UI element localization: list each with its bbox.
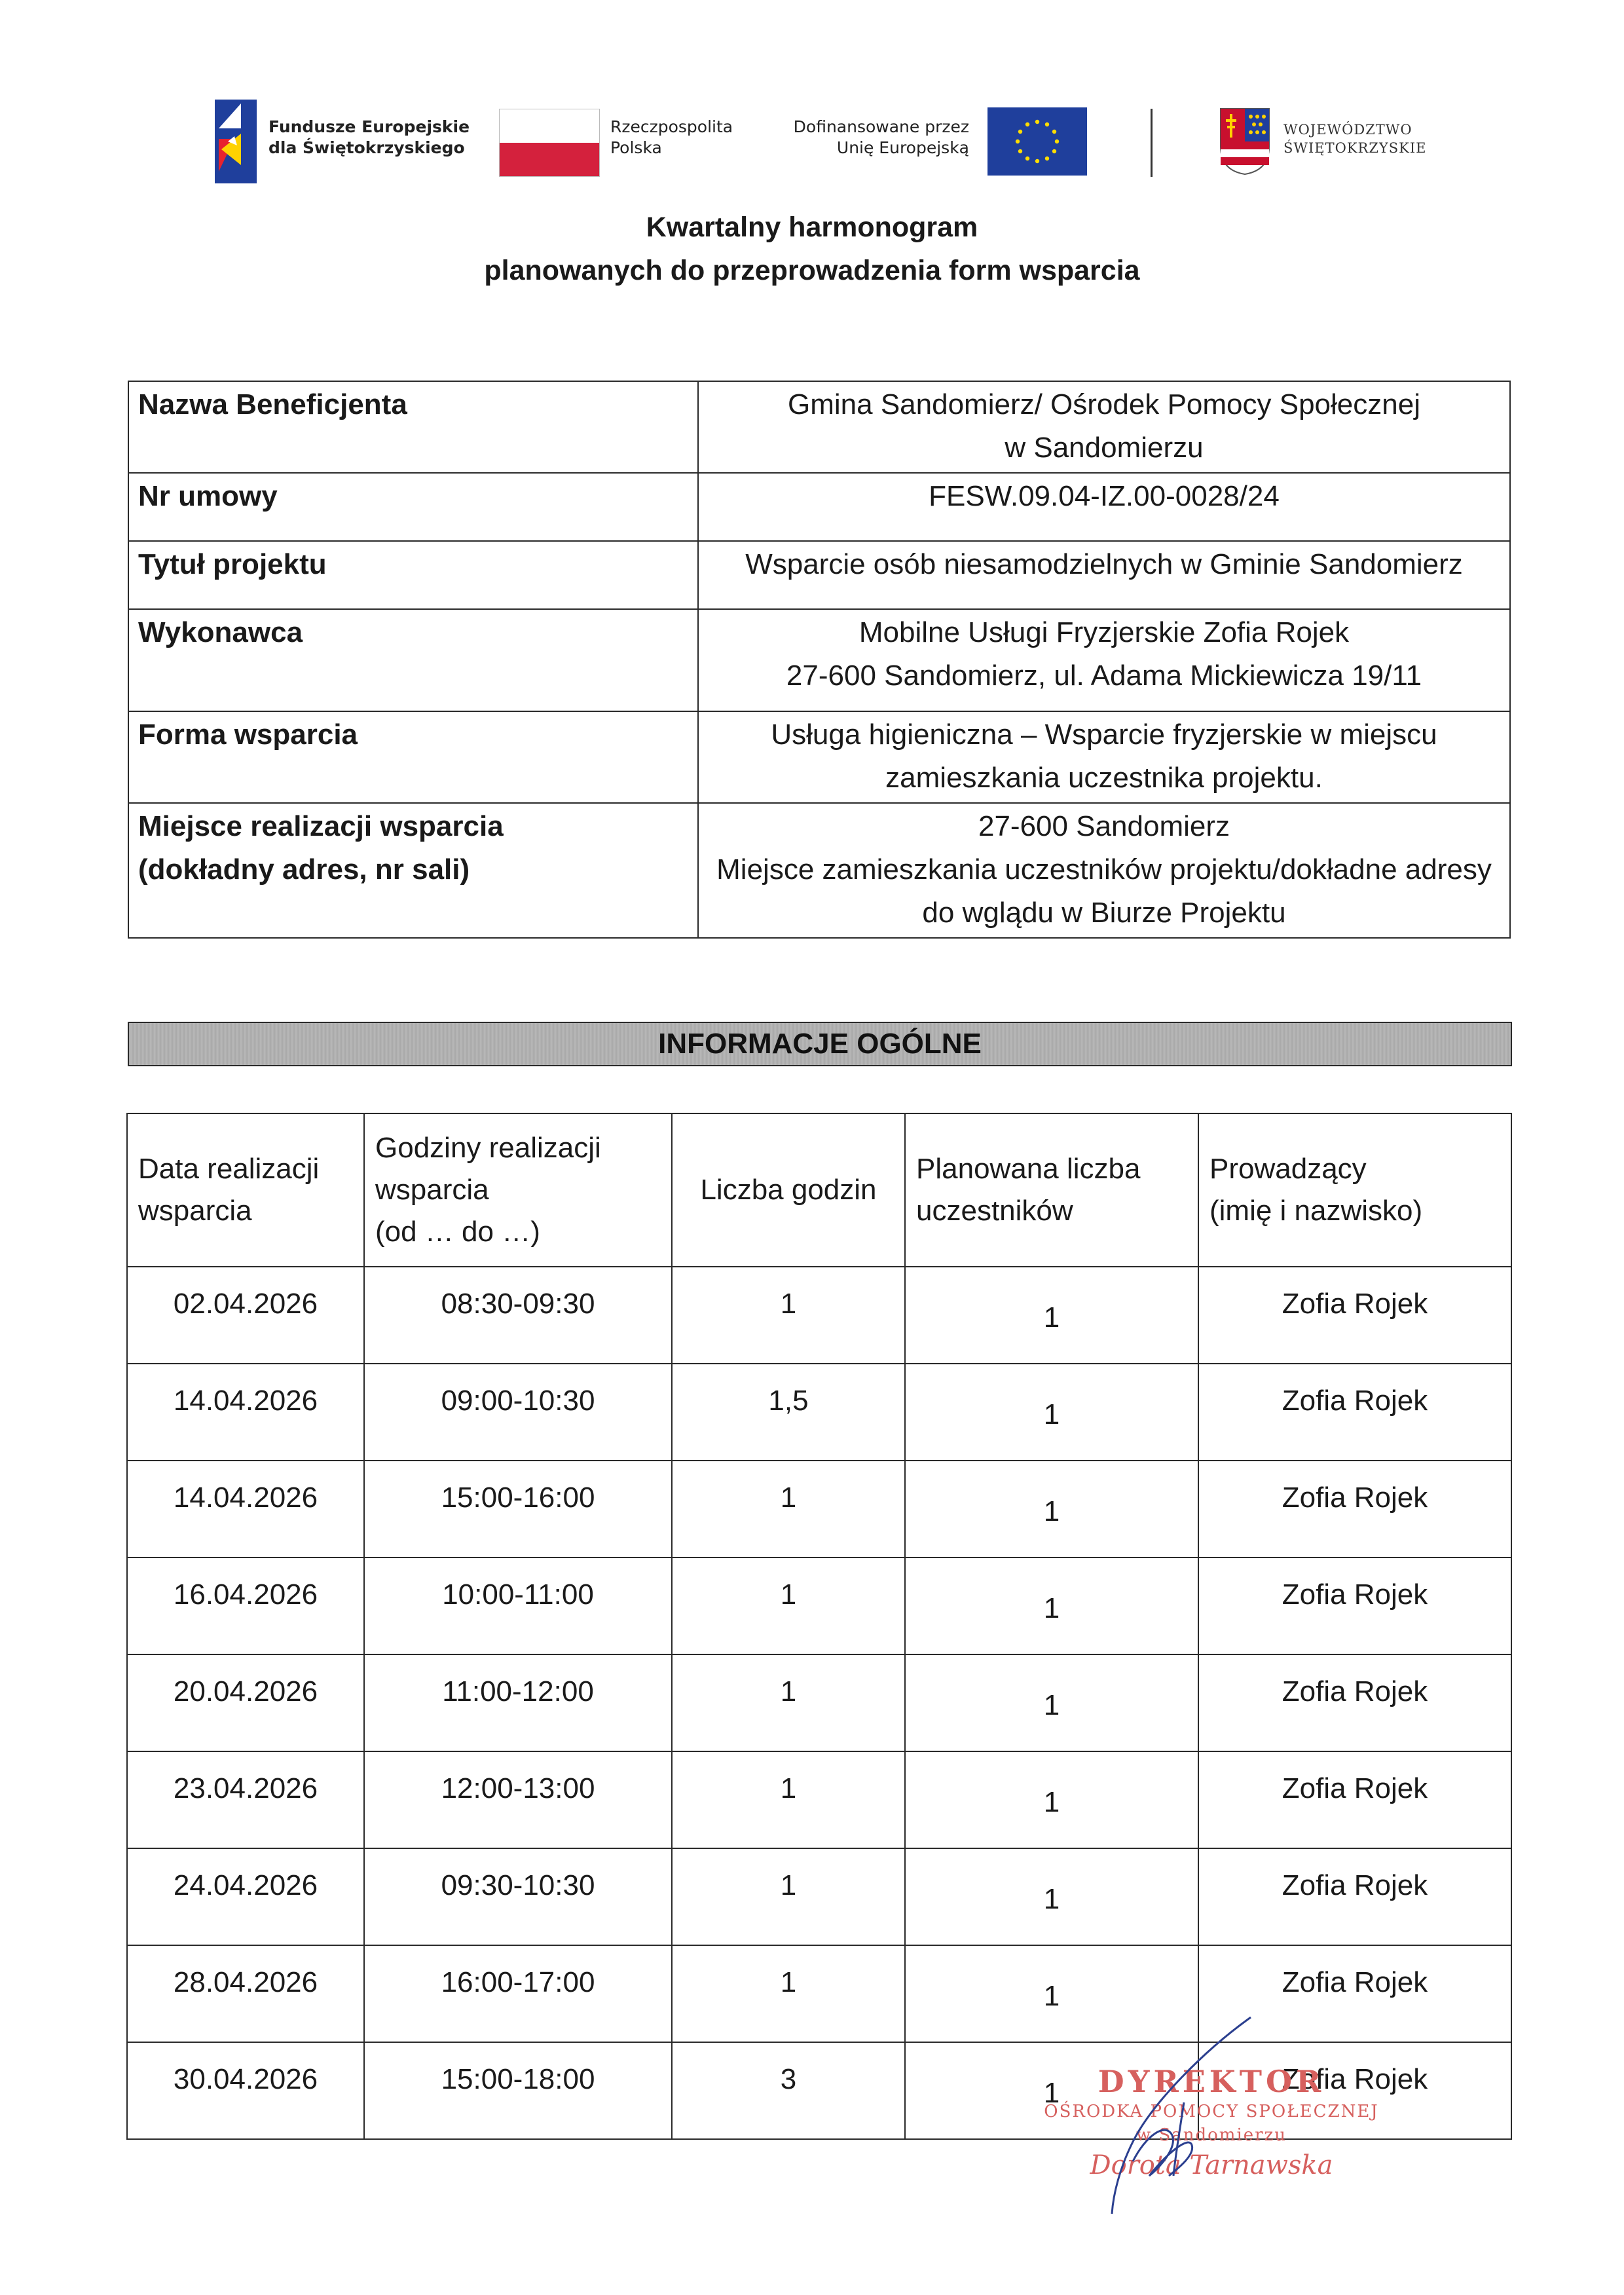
table-row xyxy=(127,1848,1511,1945)
info-value xyxy=(698,381,1510,473)
cell-leader: Zofia Rojek xyxy=(1198,1364,1511,1461)
info-value xyxy=(698,609,1510,711)
fe-line2: dla Świętokrzyskiego xyxy=(268,138,465,157)
polish-flag-icon xyxy=(499,109,600,177)
stamp-line4: Dorota Tarnawska xyxy=(1090,2150,1333,2180)
miejsce-label-line1: Miejsce realizacji wsparcia xyxy=(138,810,504,842)
header-text: Godziny realizacji xyxy=(375,1132,601,1164)
miejsce-line2: Miejsce zamieszkania uczestników projektu/dokładne adresy xyxy=(716,853,1492,886)
cell-count: 1 xyxy=(672,1654,905,1751)
header-text: Prowadzący xyxy=(1209,1153,1367,1185)
cell-count: 1 xyxy=(672,1558,905,1654)
cell-count: 1 xyxy=(672,1461,905,1558)
info-label: Nr umowy xyxy=(128,473,698,541)
cell-count: 1 xyxy=(672,1945,905,2042)
info-value: FESW.09.04-IZ.00-0028/24 xyxy=(698,473,1510,541)
miejsce-label-line2: (dokładny adres, nr sali) xyxy=(138,853,470,886)
col-header-data xyxy=(127,1113,364,1267)
forma-line1: Usługa higieniczna – Wsparcie fryzjerskie w miejscu xyxy=(771,718,1437,751)
cell-count: 1 xyxy=(672,1267,905,1364)
cell-participants: 1 xyxy=(905,1461,1198,1558)
cell-date: 14.04.2026 xyxy=(127,1461,364,1558)
header-text: (od … do …) xyxy=(375,1216,540,1248)
page-title xyxy=(0,206,1624,292)
cell-date: 23.04.2026 xyxy=(127,1751,364,1848)
cell-date: 24.04.2026 xyxy=(127,1848,364,1945)
cell-hours: 09:00-10:30 xyxy=(364,1364,672,1461)
info-row-beneficjent xyxy=(128,381,1510,473)
cell-hours: 12:00-13:00 xyxy=(364,1751,672,1848)
fe-line1: Fundusze Europejskie xyxy=(268,117,470,136)
stamp-line1: DYREKTOR xyxy=(1098,2064,1325,2099)
woj-line2: ŚWIĘTOKRZYSKIE xyxy=(1283,140,1427,156)
info-value: Wsparcie osób niesamodzielnych w Gminie Sandomierz xyxy=(698,541,1510,609)
beneficjent-line2: w Sandomierzu xyxy=(1005,432,1204,464)
signature-icon xyxy=(1035,2004,1283,2220)
cell-leader: Zofia Rojek xyxy=(1198,1267,1511,1364)
eu-line1: Dofinansowane przez xyxy=(793,117,969,136)
cell-leader: Zofia Rojek xyxy=(1198,1654,1511,1751)
cell-date: 28.04.2026 xyxy=(127,1945,364,2042)
woj-logo-text xyxy=(1283,121,1426,157)
info-label xyxy=(128,803,698,938)
info-value xyxy=(698,711,1510,803)
cell-participants: 1 xyxy=(905,1267,1198,1364)
cell-participants: 1 xyxy=(905,1945,1198,2042)
title-line1: Kwartalny harmonogram xyxy=(646,212,978,243)
header-text: Planowana liczba xyxy=(916,1153,1141,1185)
section-banner xyxy=(128,1022,1512,1066)
wykonawca-line2: 27-600 Sandomierz, ul. Adama Mickiewicza 19/11 xyxy=(786,660,1422,692)
miejsce-line3: do wglądu w Biurze Projektu xyxy=(922,897,1286,929)
col-header-liczba xyxy=(672,1113,905,1267)
table-row xyxy=(127,1945,1511,2042)
cell-participants: 1 xyxy=(905,1751,1198,1848)
forma-line2: zamieszkania uczestnika projektu. xyxy=(885,762,1323,794)
cell-count: 1 xyxy=(672,1751,905,1848)
info-row-umowa xyxy=(128,473,1510,541)
col-header-prowadzacy xyxy=(1198,1113,1511,1267)
table-row xyxy=(127,1267,1511,1364)
fundusze-europejskie-logo-icon xyxy=(215,100,257,183)
wykonawca-line1: Mobilne Usługi Fryzjerskie Zofia Rojek xyxy=(858,616,1350,648)
rp-line2: Polska xyxy=(610,138,662,157)
eu-flag-icon xyxy=(987,107,1087,176)
cell-leader: Zofia Rojek xyxy=(1198,1945,1511,2042)
section-banner-label: INFORMACJE OGÓLNE xyxy=(658,1028,982,1060)
info-row-miejsce xyxy=(128,803,1510,938)
rp-line1: Rzeczpospolita xyxy=(610,117,733,136)
col-header-planowana xyxy=(905,1113,1198,1267)
table-row xyxy=(127,1751,1511,1848)
header-text: Data realizacji xyxy=(138,1153,320,1185)
info-value xyxy=(698,803,1510,938)
header-text: (imię i nazwisko) xyxy=(1209,1195,1423,1227)
woj-line1: WOJEWÓDZTWO xyxy=(1283,122,1412,138)
table-row xyxy=(127,1558,1511,1654)
header-text: wsparcia xyxy=(375,1174,489,1206)
table-row xyxy=(127,1364,1511,1461)
schedule-table xyxy=(126,1113,1512,2140)
info-label: Forma wsparcia xyxy=(128,711,698,803)
info-label: Wykonawca xyxy=(128,609,698,711)
cell-participants: 1 xyxy=(905,1558,1198,1654)
col-header-godziny xyxy=(364,1113,672,1267)
cell-hours: 15:00-16:00 xyxy=(364,1461,672,1558)
miejsce-line1: 27-600 Sandomierz xyxy=(978,810,1230,842)
stamp-line3: w Sandomierzu xyxy=(1135,2125,1287,2145)
cell-hours: 11:00-12:00 xyxy=(364,1654,672,1751)
info-row-wykonawca xyxy=(128,609,1510,711)
swietokrzyskie-crest-icon xyxy=(1219,107,1270,176)
logo-bar xyxy=(0,0,1624,196)
cell-participants: 1 xyxy=(905,1364,1198,1461)
cell-leader: Zofia Rojek xyxy=(1198,1848,1511,1945)
cell-date: 20.04.2026 xyxy=(127,1654,364,1751)
cell-hours: 15:00-18:00 xyxy=(364,2042,672,2139)
cell-hours: 08:30-09:30 xyxy=(364,1267,672,1364)
rp-logo-text xyxy=(610,117,733,159)
cell-participants: 1 xyxy=(905,1848,1198,1945)
cell-date: 16.04.2026 xyxy=(127,1558,364,1654)
info-label: Tytuł projektu xyxy=(128,541,698,609)
schedule-header-row xyxy=(127,1113,1511,1267)
project-info-table xyxy=(128,381,1511,939)
logo-divider xyxy=(1151,109,1153,177)
schedule-body xyxy=(127,1267,1511,2139)
cell-leader: Zofia Rojek xyxy=(1198,2042,1511,2139)
cell-hours: 10:00-11:00 xyxy=(364,1558,672,1654)
eu-logo-text xyxy=(773,117,969,159)
table-row xyxy=(127,1461,1511,1558)
cell-count: 3 xyxy=(672,2042,905,2139)
info-row-forma xyxy=(128,711,1510,803)
eu-line2: Unię Europejską xyxy=(836,138,969,157)
cell-date: 14.04.2026 xyxy=(127,1364,364,1461)
cell-hours: 16:00-17:00 xyxy=(364,1945,672,2042)
header-text: wsparcia xyxy=(138,1195,252,1227)
fe-logo-text xyxy=(268,117,470,159)
cell-hours: 09:30-10:30 xyxy=(364,1848,672,1945)
cell-leader: Zofia Rojek xyxy=(1198,1461,1511,1558)
info-row-tytul xyxy=(128,541,1510,609)
cell-count: 1,5 xyxy=(672,1364,905,1461)
cell-leader: Zofia Rojek xyxy=(1198,1558,1511,1654)
info-label: Nazwa Beneficjenta xyxy=(128,381,698,473)
stamp-line2: OŚRODKA POMOCY SPOŁECZNEJ xyxy=(1044,2102,1379,2121)
title-line2: planowanych do przeprowadzenia form wsparcia xyxy=(484,255,1140,286)
cell-leader: Zofia Rojek xyxy=(1198,1751,1511,1848)
header-text: Liczba godzin xyxy=(700,1174,877,1206)
table-row xyxy=(127,1654,1511,1751)
cell-participants: 1 xyxy=(905,2042,1198,2139)
cell-date: 30.04.2026 xyxy=(127,2042,364,2139)
cell-date: 02.04.2026 xyxy=(127,1267,364,1364)
beneficjent-line1: Gmina Sandomierz/ Ośrodek Pomocy Społecznej xyxy=(788,388,1420,420)
cell-participants: 1 xyxy=(905,1654,1198,1751)
cell-count: 1 xyxy=(672,1848,905,1945)
header-text: uczestników xyxy=(916,1195,1073,1227)
